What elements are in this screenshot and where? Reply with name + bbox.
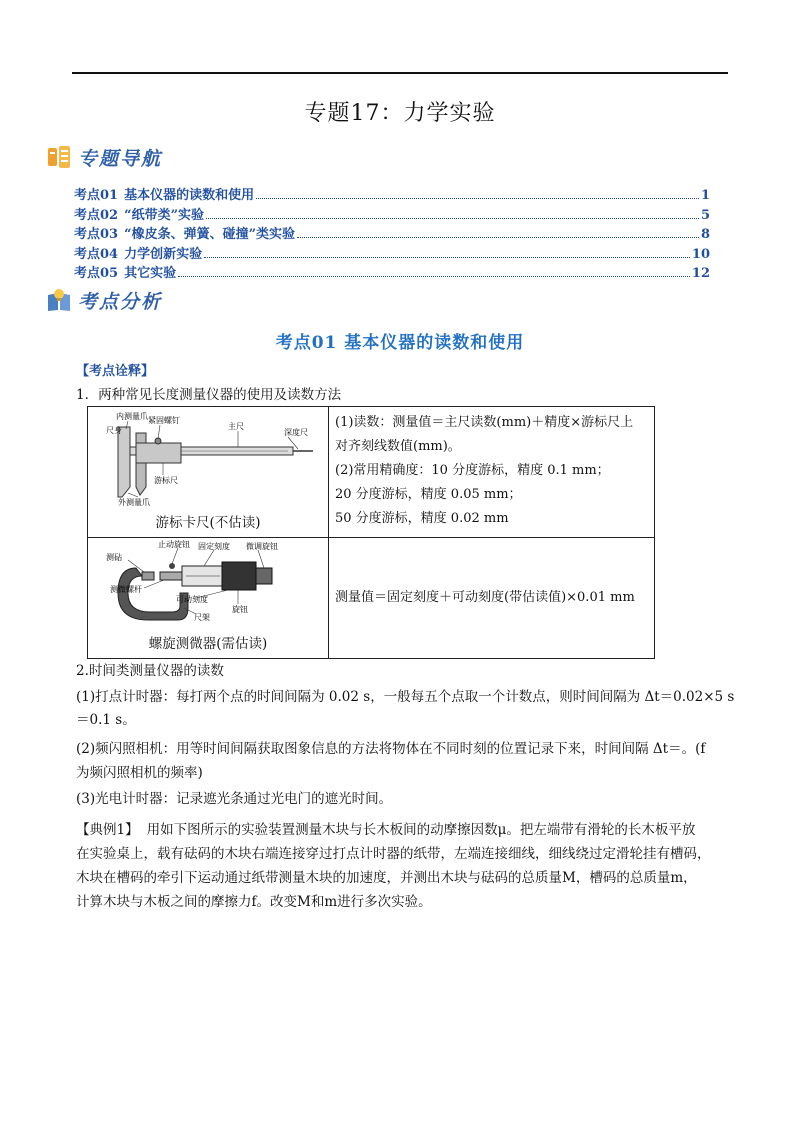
toc-item-1[interactable]: 考点01 基本仪器的读数和使用 1: [74, 188, 710, 203]
table-row: [88, 538, 655, 659]
fixed-scale-label: 固定刻度: [198, 542, 230, 551]
navigation-icon: [46, 144, 72, 170]
explanation-label: 【考点诠释】: [76, 364, 155, 379]
nav-heading: [46, 142, 162, 172]
vernier-line-5: 50 分度游标，精度 0.02 mm: [335, 511, 509, 526]
paragraph-3a: (1)打点计时器：每打两个点的时间间隔为 0.02 s，一般每五个点取一个计数点，则时间间隔为 Δt＝0.02×5 s: [76, 689, 735, 705]
movable-scale-label: 可动刻度: [176, 595, 208, 604]
vernier-caption: 游标卡尺(不估读): [155, 515, 261, 531]
instrument-table: [87, 406, 655, 659]
section-title: 考点01 基本仪器的读数和使用: [275, 333, 525, 353]
outer-jaw-label: 外测量爪: [118, 498, 150, 507]
vernier-line-4: 20 分度游标，精度 0.05 mm；: [335, 487, 522, 502]
top-rule: [72, 72, 728, 74]
table-row: [88, 407, 655, 538]
example-line-4: 计算木块与木板之间的摩擦力f。改变M和m进行多次实验。: [76, 894, 432, 910]
ruler-mark-label: 尺身: [106, 426, 122, 435]
paragraph-4b: 为频闪照相机的频率): [76, 765, 203, 781]
example-tag: 【典例1】: [76, 822, 139, 838]
vernier-figure-cell: [88, 407, 329, 538]
toc-item-2[interactable]: 考点02 “纸带类”实验 5: [74, 207, 710, 223]
main-scale-label: 主尺: [228, 422, 244, 431]
page-title: 专题17：力学实验: [304, 101, 496, 126]
paragraph-4a: (2)频闪照相机：用等时间间隔获取图象信息的方法将物体在不同时刻的位置记录下来，时间间隔 Δt＝。(f: [76, 741, 706, 757]
paragraph-1: 1．两种常见长度测量仪器的使用及读数方法: [76, 387, 342, 403]
example-line-3: 木块在槽码的牵引下运动通过纸带测量木块的加速度，并测出木块与砝码的总质量M，槽码的总质量m，: [76, 870, 697, 886]
toc-item-5[interactable]: 考点05 其它实验 12: [74, 266, 710, 281]
inner-jaw-label: 内测量爪: [116, 412, 148, 421]
lightbulb-book-icon: [46, 287, 72, 313]
depth-label: 深度尺: [284, 428, 308, 437]
vernier-description-cell: [329, 407, 655, 538]
micrometer-line: 测量值＝固定刻度＋可动刻度(带估读值)×0.01 mm: [335, 590, 635, 605]
nav-heading-text: 专题导航: [78, 147, 163, 170]
paragraph-3b: ＝0.1 s。: [76, 712, 136, 728]
vernier-label: 游标尺: [154, 476, 178, 485]
fine-knob-label: 微调旋钮: [246, 542, 278, 551]
example-1: [76, 818, 726, 914]
micrometer-figure: [88, 538, 328, 630]
frame-label: 尺架: [194, 613, 210, 622]
vernier-line-1: (1)读数：测量值＝主尺读数(mm)＋精度×游标尺上: [335, 415, 634, 430]
example-line-1: 用如下图所示的实验装置测量木块与长木板间的动摩擦因数μ。把左端带有滑轮的长木板平放: [146, 822, 696, 838]
toc-item-3[interactable]: 考点03 “橡皮条、弹簧、碰撞”类实验 8: [74, 227, 710, 242]
analysis-heading: [46, 285, 162, 315]
micrometer-description-cell: [329, 538, 655, 659]
micrometer-figure-cell: [88, 538, 329, 659]
stop-label: 止动旋钮: [158, 540, 190, 549]
vernier-caliper-figure: [88, 407, 328, 507]
anvil-label: 测砧: [106, 553, 122, 562]
example-line-2: 在实验桌上，载有砝码的木块右端连接穿过打点计时器的纸带，左端连接细线，细线绕过定滑轮挂有槽码，: [76, 846, 711, 862]
vernier-line-3: (2)常用精确度：10 分度游标，精度 0.1 mm；: [335, 463, 610, 478]
analysis-heading-text: 考点分析: [78, 290, 163, 313]
knob-label: 旋钮: [232, 605, 248, 614]
vernier-line-2: 对齐刻线数值(mm)。: [335, 439, 461, 454]
micrometer-caption: 螺旋测微器(需估读): [148, 636, 268, 652]
toc-item-4[interactable]: 考点04 力学创新实验 10: [74, 246, 710, 262]
spindle-label: 测微螺杆: [110, 585, 142, 594]
table-of-contents: [74, 184, 710, 282]
paragraph-2: 2.时间类测量仪器的读数: [76, 663, 224, 679]
screw-label: 紧固螺钉: [148, 416, 180, 425]
paragraph-5: (3)光电计时器：记录遮光条通过光电门的遮光时间。: [76, 791, 393, 807]
